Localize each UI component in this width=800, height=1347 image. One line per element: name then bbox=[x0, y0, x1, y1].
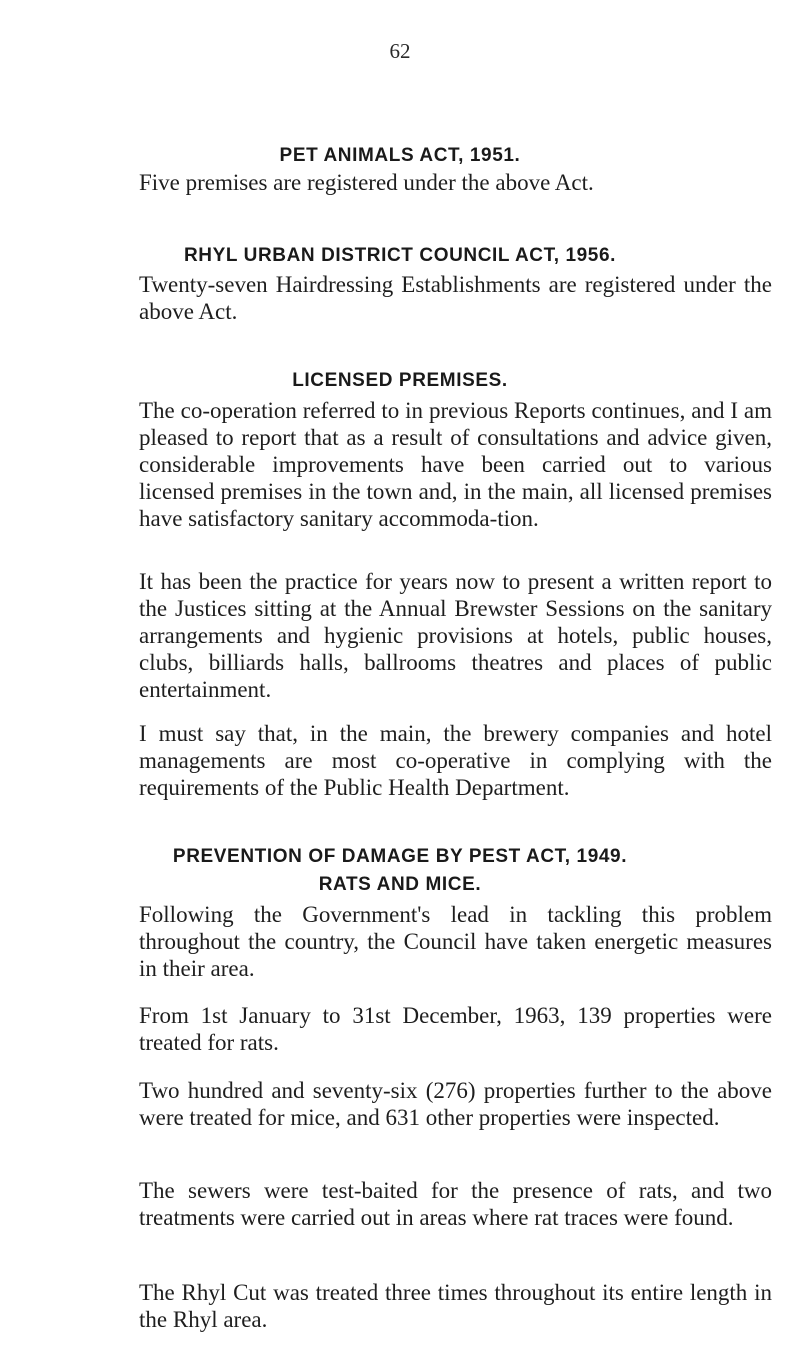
heading-rhyl-council-act: RHYL URBAN DISTRICT COUNCIL ACT, 1956. bbox=[183, 245, 617, 266]
subheading-rats-and-mice: RATS AND MICE. bbox=[318, 874, 482, 895]
page-number: 62 bbox=[389, 39, 411, 63]
heading-licensed-premises: LICENSED PREMISES. bbox=[292, 370, 508, 391]
heading-pest-act: PREVENTION OF DAMAGE BY PEST ACT, 1949. bbox=[172, 846, 628, 867]
paragraph-licensed-premises-3: I must say that, in the main, the brewery companies and hotel managements are most co-operative in complying with the requirements of the Public Health Department. bbox=[139, 721, 772, 800]
paragraph-licensed-premises-1: The co-operation referred to in previous Reports continues, and I am pleased to report that as a result of consultations and advice given, considerable improvements have been carried out to various licensed premises in the town and, in the main, all licensed premises have satisfactory sanitary accommoda-tion. bbox=[139, 398, 772, 531]
paragraph-pest-2: From 1st January to 31st December, 1963, 139 properties were treated for rats. bbox=[139, 1003, 772, 1055]
paragraph-pest-1: Following the Government's lead in tackling this problem throughout the country, the Council have taken energetic measures in their area. bbox=[139, 902, 772, 981]
paragraph-pest-4: The sewers were test-baited for the presence of rats, and two treatments were carried out in areas where rat traces were found. bbox=[139, 1178, 772, 1230]
heading-pet-animals-act: PET ANIMALS ACT, 1951. bbox=[279, 145, 521, 166]
paragraph-pest-5: The Rhyl Cut was treated three times throughout its entire length in the Rhyl area. bbox=[139, 1280, 772, 1332]
paragraph-licensed-premises-2: It has been the practice for years now to present a written report to the Justices sitting at the Annual Brewster Sessions on the sanitary arrangements and hygienic provisions at hotels, public houses, clubs, billiards halls, ballrooms theatres and places of public entertainment. bbox=[139, 569, 772, 702]
paragraph-rhyl-council: Twenty-seven Hairdressing Establishments are registered under the above Act. bbox=[139, 272, 772, 324]
paragraph-pet-animals: Five premises are registered under the above Act. bbox=[139, 170, 594, 195]
paragraph-pest-3: Two hundred and seventy-six (276) properties further to the above were treated for mice, and 631 other properties were inspected. bbox=[139, 1078, 772, 1130]
